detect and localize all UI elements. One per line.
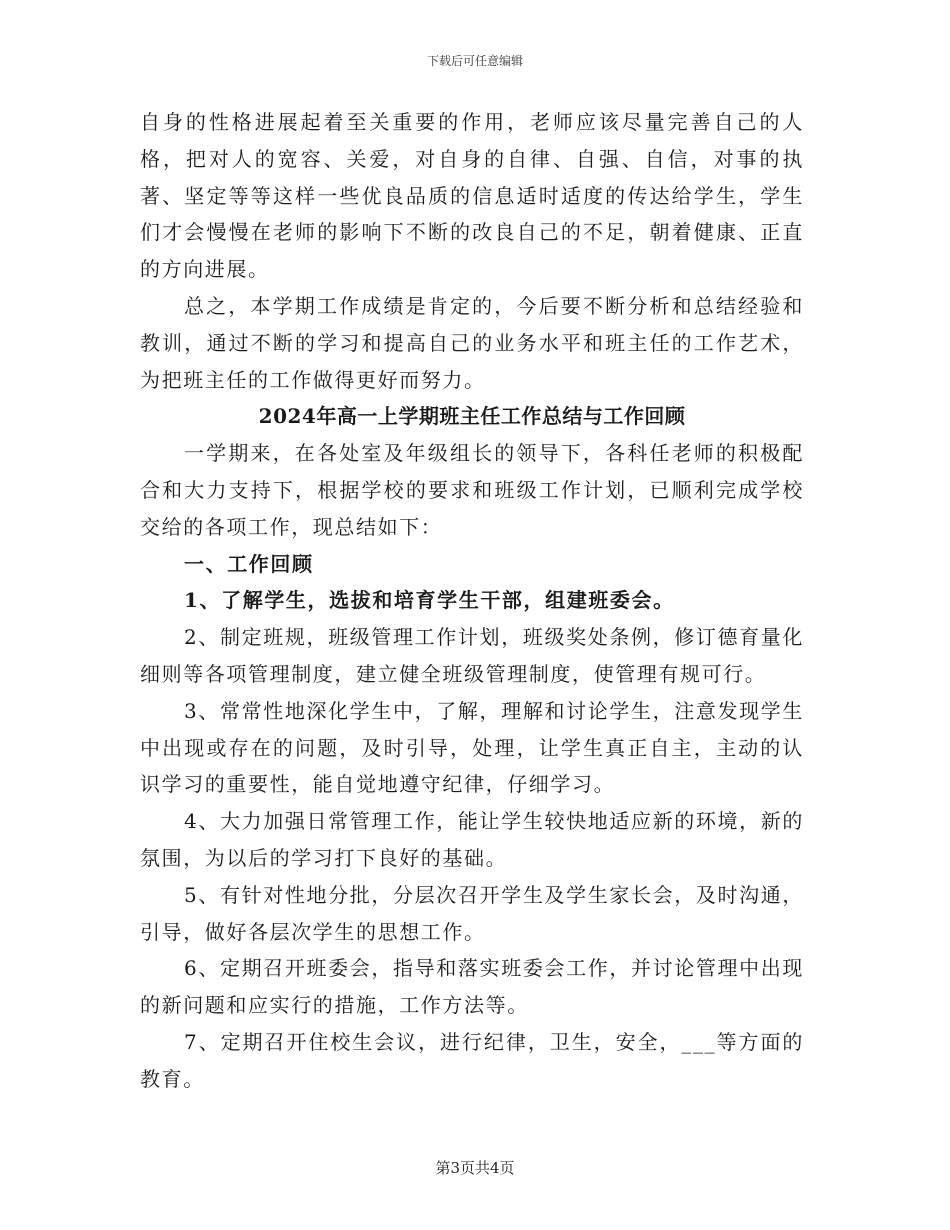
page-header: 下载后可任意编辑 <box>426 54 523 68</box>
document-title: 2024年高一上学期班主任工作总结与工作回顾 <box>258 404 686 429</box>
list-item-7: 7、定期召开住校生会议，进行纪律，卫生，安全，___等方面的教育。 <box>140 1029 804 1091</box>
list-item-3: 3、常常性地深化学生中，了解，理解和讨论学生，注意发现学生中出现或存在的问题，及时引导，处理，让学生真正自主，主动的认识学习的重要性，能自觉地遵守纪律，仔细学习。 <box>140 698 804 797</box>
list-item-2: 2、制定班规，班级管理工作计划，班级奖处条例，修订德育量化细则等各项管理制度，建立健全班级管理制度，使管理有规可行。 <box>140 625 804 686</box>
section-heading: 一、工作回顾 <box>184 551 314 576</box>
paragraph-summary: 总之，本学期工作成绩是肯定的，今后要不断分析和总结经验和教训，通过不断的学习和提高自己的业务水平和班主任的工作艺术，为把班主任的工作做得更好而努力。 <box>140 293 804 392</box>
page-footer: 第3页共4页 <box>435 1159 515 1177</box>
paragraph-continuation: 自身的性格进展起着至关重要的作用，老师应该尽量完善自己的人格，把对人的宽容、关爱，对自身的自律、自强、自信，对事的执著、坚定等等这样一些优良品质的信息适时适度的传达给学生，学生们才会慢慢在老师的影响下不断的改良自己的不足，朝着健康、正直的方向进展。 <box>140 110 804 282</box>
list-item-1: 1、了解学生，选拔和培育学生干部，组建班委会。 <box>184 588 675 613</box>
list-item-5: 5、有针对性地分批，分层次召开学生及学生家长会，及时沟通，引导，做好各层次学生的思想工作。 <box>140 882 804 944</box>
list-item-4: 4、大力加强日常管理工作，能让学生较快地适应新的环境，新的氛围，为以后的学习打下良好的基础。 <box>140 809 804 870</box>
paragraph-intro: 一学期来，在各处室及年级组长的领导下，各科任老师的积极配合和大力支持下，根据学校的要求和班级工作计划，已顺利完成学校交给的各项工作，现总结如下： <box>140 441 804 539</box>
document-body <box>140 104 804 1098</box>
list-item-6: 6、定期召开班委会，指导和落实班委会工作，并讨论管理中出现的新问题和应实行的措施，工作方法等。 <box>140 956 804 1018</box>
